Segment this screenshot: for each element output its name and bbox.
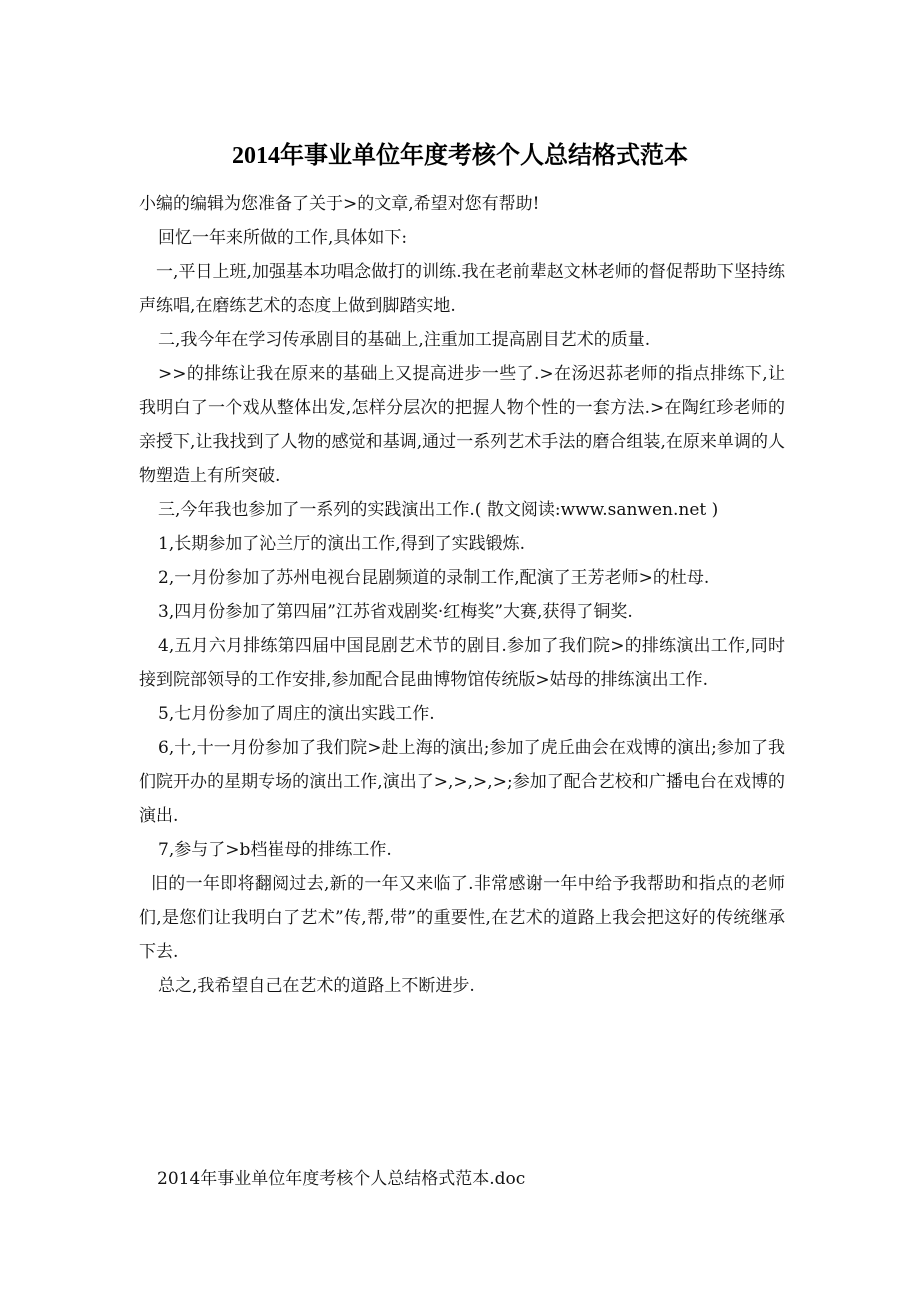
rehearsal-paragraph: >>的排练让我在原来的基础上又提高进步一些了.>在汤迟荪老师的指点排练下,让我明白了一个戏从整体出发,怎样分层次的把握人物个性的一套方法.>在陶红珍老师的亲授下,让我找到了人物的感觉和基调,通过一系列艺术手法的磨合组装,在原来单调的人物塑造上有所突破. <box>139 364 785 486</box>
document-filename: 2014年事业单位年度考核个人总结格式范本.doc <box>157 1169 526 1189</box>
list-item-5: 5,七月份参加了周庄的演出实践工作. <box>158 704 435 724</box>
list-item-4: 4,五月六月排练第四届中国昆剧艺术节的剧目.参加了我们院>的排练演出工作,同时接到院部领导的工作安排,参加配合昆曲博物馆传统版>姑母的排练演出工作. <box>139 636 785 690</box>
section-one-paragraph: 一,平日上班,加强基本功唱念做打的训练.我在老前辈赵文林老师的督促帮助下坚持练声练唱,在磨练艺术的态度上做到脚踏实地. <box>139 262 785 316</box>
section-three-paragraph: 三,今年我也参加了一系列的实践演出工作.( 散文阅读:www.sanwen.net ) <box>158 500 719 520</box>
section-two-paragraph: 二,我今年在学习传承剧目的基础上,注重加工提高剧目艺术的质量. <box>158 330 651 350</box>
list-item-1: 1,长期参加了沁兰厅的演出工作,得到了实践锻炼. <box>158 534 526 554</box>
document-body <box>139 187 785 1003</box>
intro-paragraph: 小编的编辑为您准备了关于>的文章,希望对您有帮助! <box>139 194 540 214</box>
list-item-6: 6,十,十一月份参加了我们院>赴上海的演出;参加了虎丘曲会在戏博的演出;参加了我们院开办的星期专场的演出工作,演出了>,>,>,>;参加了配合艺校和广播电台在戏博的演出. <box>139 738 785 826</box>
conclusion-paragraph: 总之,我希望自己在艺术的道路上不断进步. <box>158 976 475 996</box>
gratitude-paragraph: 旧的一年即将翻阅过去,新的一年又来临了.非常感谢一年中给予我帮助和指点的老师们,是您们让我明白了艺术”传,帮,带”的重要性,在艺术的道路上我会把这好的传统继承下去. <box>139 874 785 962</box>
list-item-2: 2,一月份参加了苏州电视台昆剧频道的录制工作,配演了王芳老师>的杜母. <box>158 568 710 588</box>
list-item-7: 7,参与了>b档崔母的排练工作. <box>158 840 392 860</box>
list-item-3: 3,四月份参加了第四届”江苏省戏剧奖·红梅奖”大赛,获得了铜奖. <box>158 602 633 622</box>
review-paragraph: 回忆一年来所做的工作,具体如下: <box>158 228 408 248</box>
document-title: 2014年事业单位年度考核个人总结格式范本 <box>232 143 688 169</box>
